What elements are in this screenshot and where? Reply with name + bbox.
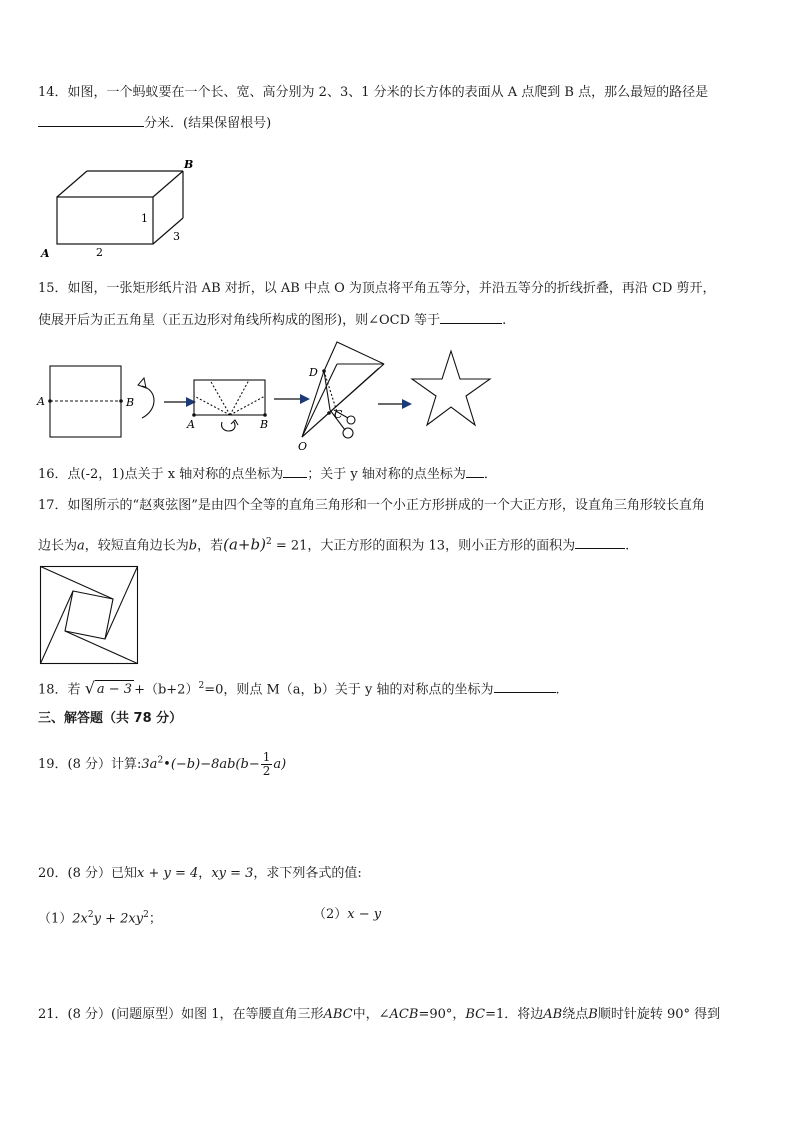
q16-blank2 <box>466 465 484 478</box>
q20-p1-label: （1） <box>38 911 73 927</box>
q17-answer-blank <box>575 536 625 549</box>
q20-sep: ， <box>198 866 212 881</box>
q16-text: 16．点(-2，1)点关于 x 轴对称的点坐标为 <box>38 467 284 482</box>
q17-var-b: b <box>188 538 198 554</box>
q15-fig1-label-a: A <box>37 395 45 408</box>
q15-fig2-label-a: A <box>187 418 195 431</box>
q19-frac-num: 1 <box>262 750 271 764</box>
q14-label-2: 2 <box>96 246 103 259</box>
section3-heading: 三、解答题（共 78 分） <box>38 711 183 726</box>
q20-p1-exp2: 2 <box>143 910 149 920</box>
q15-fig1-label-b: B <box>126 396 135 409</box>
q20-cond1: x + y = 4 <box>137 866 199 881</box>
q17-text-a: 边长为 <box>38 538 78 554</box>
q17-line2 <box>38 533 629 555</box>
q19-expr2: •(−b)−8ab(b− <box>163 757 260 772</box>
q20-p2-expr: x − y <box>347 907 382 922</box>
q18-post: =0，则点 M（a，b）关于 y 轴的对称点的坐标为 <box>204 682 494 698</box>
q14-line2 <box>38 114 271 133</box>
q15-label-o: O <box>298 440 308 453</box>
q21-bc: BC <box>465 1007 486 1022</box>
q21-mid3: =1．将边 <box>485 1007 544 1022</box>
q17-formula-rhs: = 21 <box>271 538 308 554</box>
q19-expr1: 3a <box>141 757 158 772</box>
q16-end: ． <box>483 467 497 482</box>
q15-line2-end: . <box>502 313 507 328</box>
q17-text-d: ，大正方形的面积为 13，则小正方形的面积为 <box>307 538 576 554</box>
q20-p1-b: y + 2xy <box>93 911 144 927</box>
q21-b: B <box>588 1007 598 1022</box>
q17-end: . <box>625 538 630 554</box>
q18-pre: 18．若 <box>38 682 81 698</box>
q20-p2-label: （2） <box>313 907 348 922</box>
q20-p1-exp1: 2 <box>87 910 94 920</box>
q15-fig2-label-b: B <box>260 418 269 431</box>
q14-label-a: A <box>41 247 50 260</box>
q14-cuboid-figure <box>40 158 200 262</box>
q16-line <box>38 465 497 484</box>
q21-mid2: =90°， <box>418 1007 466 1022</box>
q14-label-b: B <box>184 158 194 171</box>
q18-sqrt-content: a − 3 <box>96 682 133 698</box>
q17-formula: (a+b) <box>223 535 266 554</box>
q21-mid4: 绕点 <box>562 1007 589 1022</box>
q18-answer-blank <box>494 680 556 693</box>
q17-var-a: a <box>77 538 85 554</box>
q14-label-3: 3 <box>173 230 180 243</box>
q21-post: 顺时针旋转 90° 得到 <box>597 1007 721 1022</box>
q17-text-c: ，若 <box>197 538 224 554</box>
q21-abc: ABC <box>323 1007 353 1022</box>
q15-line2-text: 使展开后为正五角星（正五边形对角线所构成的图形)，则∠OCD 等于 <box>38 313 441 328</box>
q20-part1 <box>38 906 162 928</box>
q16-mid: ；关于 y 轴对称的点坐标为 <box>307 467 466 482</box>
q19-line <box>38 751 286 778</box>
q14-label-1: 1 <box>141 212 148 225</box>
q14-answer-blank <box>38 114 144 127</box>
q15-label-d: D <box>309 366 318 379</box>
q20-cond2: xy = 3 <box>211 866 254 881</box>
q19-exp1: 2 <box>157 755 164 766</box>
q14-line2-text: 分米．(结果保留根号) <box>144 116 272 131</box>
q21-mid1: 中，∠ <box>352 1007 390 1022</box>
q19-fraction <box>261 751 273 778</box>
q19-pre: 19．(8 分）计算: <box>38 757 142 772</box>
q15-folding-figure <box>34 338 504 454</box>
q19-expr3: a) <box>273 757 287 772</box>
q15-line1: 15．如图，一张矩形纸片沿 AB 对折，以 AB 中点 O 为顶点将平角五等分，并沿五等分的折线折叠，再沿 CD 剪开， <box>38 281 716 296</box>
q20-line <box>38 865 362 883</box>
q21-pre: 21．(8 分）(问题原型）如图 1，在等腰直角三形 <box>38 1007 324 1022</box>
q16-blank1 <box>283 465 307 478</box>
q17-text-b: ，较短直角边长为 <box>84 538 189 554</box>
q20-post: ，求下列各式的值: <box>253 866 362 881</box>
q20-p1-a: 2x <box>72 911 88 927</box>
q15-line2 <box>38 311 506 330</box>
q18-mid: +（b+2） <box>134 682 199 698</box>
q18-sqrt-sign: √ <box>84 678 95 698</box>
q17-line1: 17．如图所示的“赵爽弦图”是由四个全等的直角三角形和一个小正方形拼成的一个大正方形，设直角三角形较长直角 <box>38 498 705 513</box>
q20-part2 <box>313 906 381 924</box>
q21-line <box>38 1006 720 1024</box>
q18-end: . <box>555 682 560 698</box>
q18-line <box>38 677 560 699</box>
q21-ab: AB <box>543 1007 563 1022</box>
q18-exp: 2 <box>198 681 205 691</box>
q15-label-c: C <box>334 408 343 421</box>
q19-frac-den: 2 <box>262 764 271 778</box>
q20-pre: 20．(8 分）已知 <box>38 866 138 881</box>
q17-formula-exp: 2 <box>265 537 272 547</box>
q14-line1: 14．如图，一个蚂蚁要在一个长、宽、高分别为 2、3、1 分米的长方体的表面从 A 点爬到 B 点，那么最短的路径是 <box>38 85 709 100</box>
q15-answer-blank <box>440 311 502 324</box>
q21-acb: ACB <box>389 1007 419 1022</box>
q20-p1-end: ； <box>148 911 162 927</box>
q17-zhaoshuang-figure <box>40 566 140 666</box>
